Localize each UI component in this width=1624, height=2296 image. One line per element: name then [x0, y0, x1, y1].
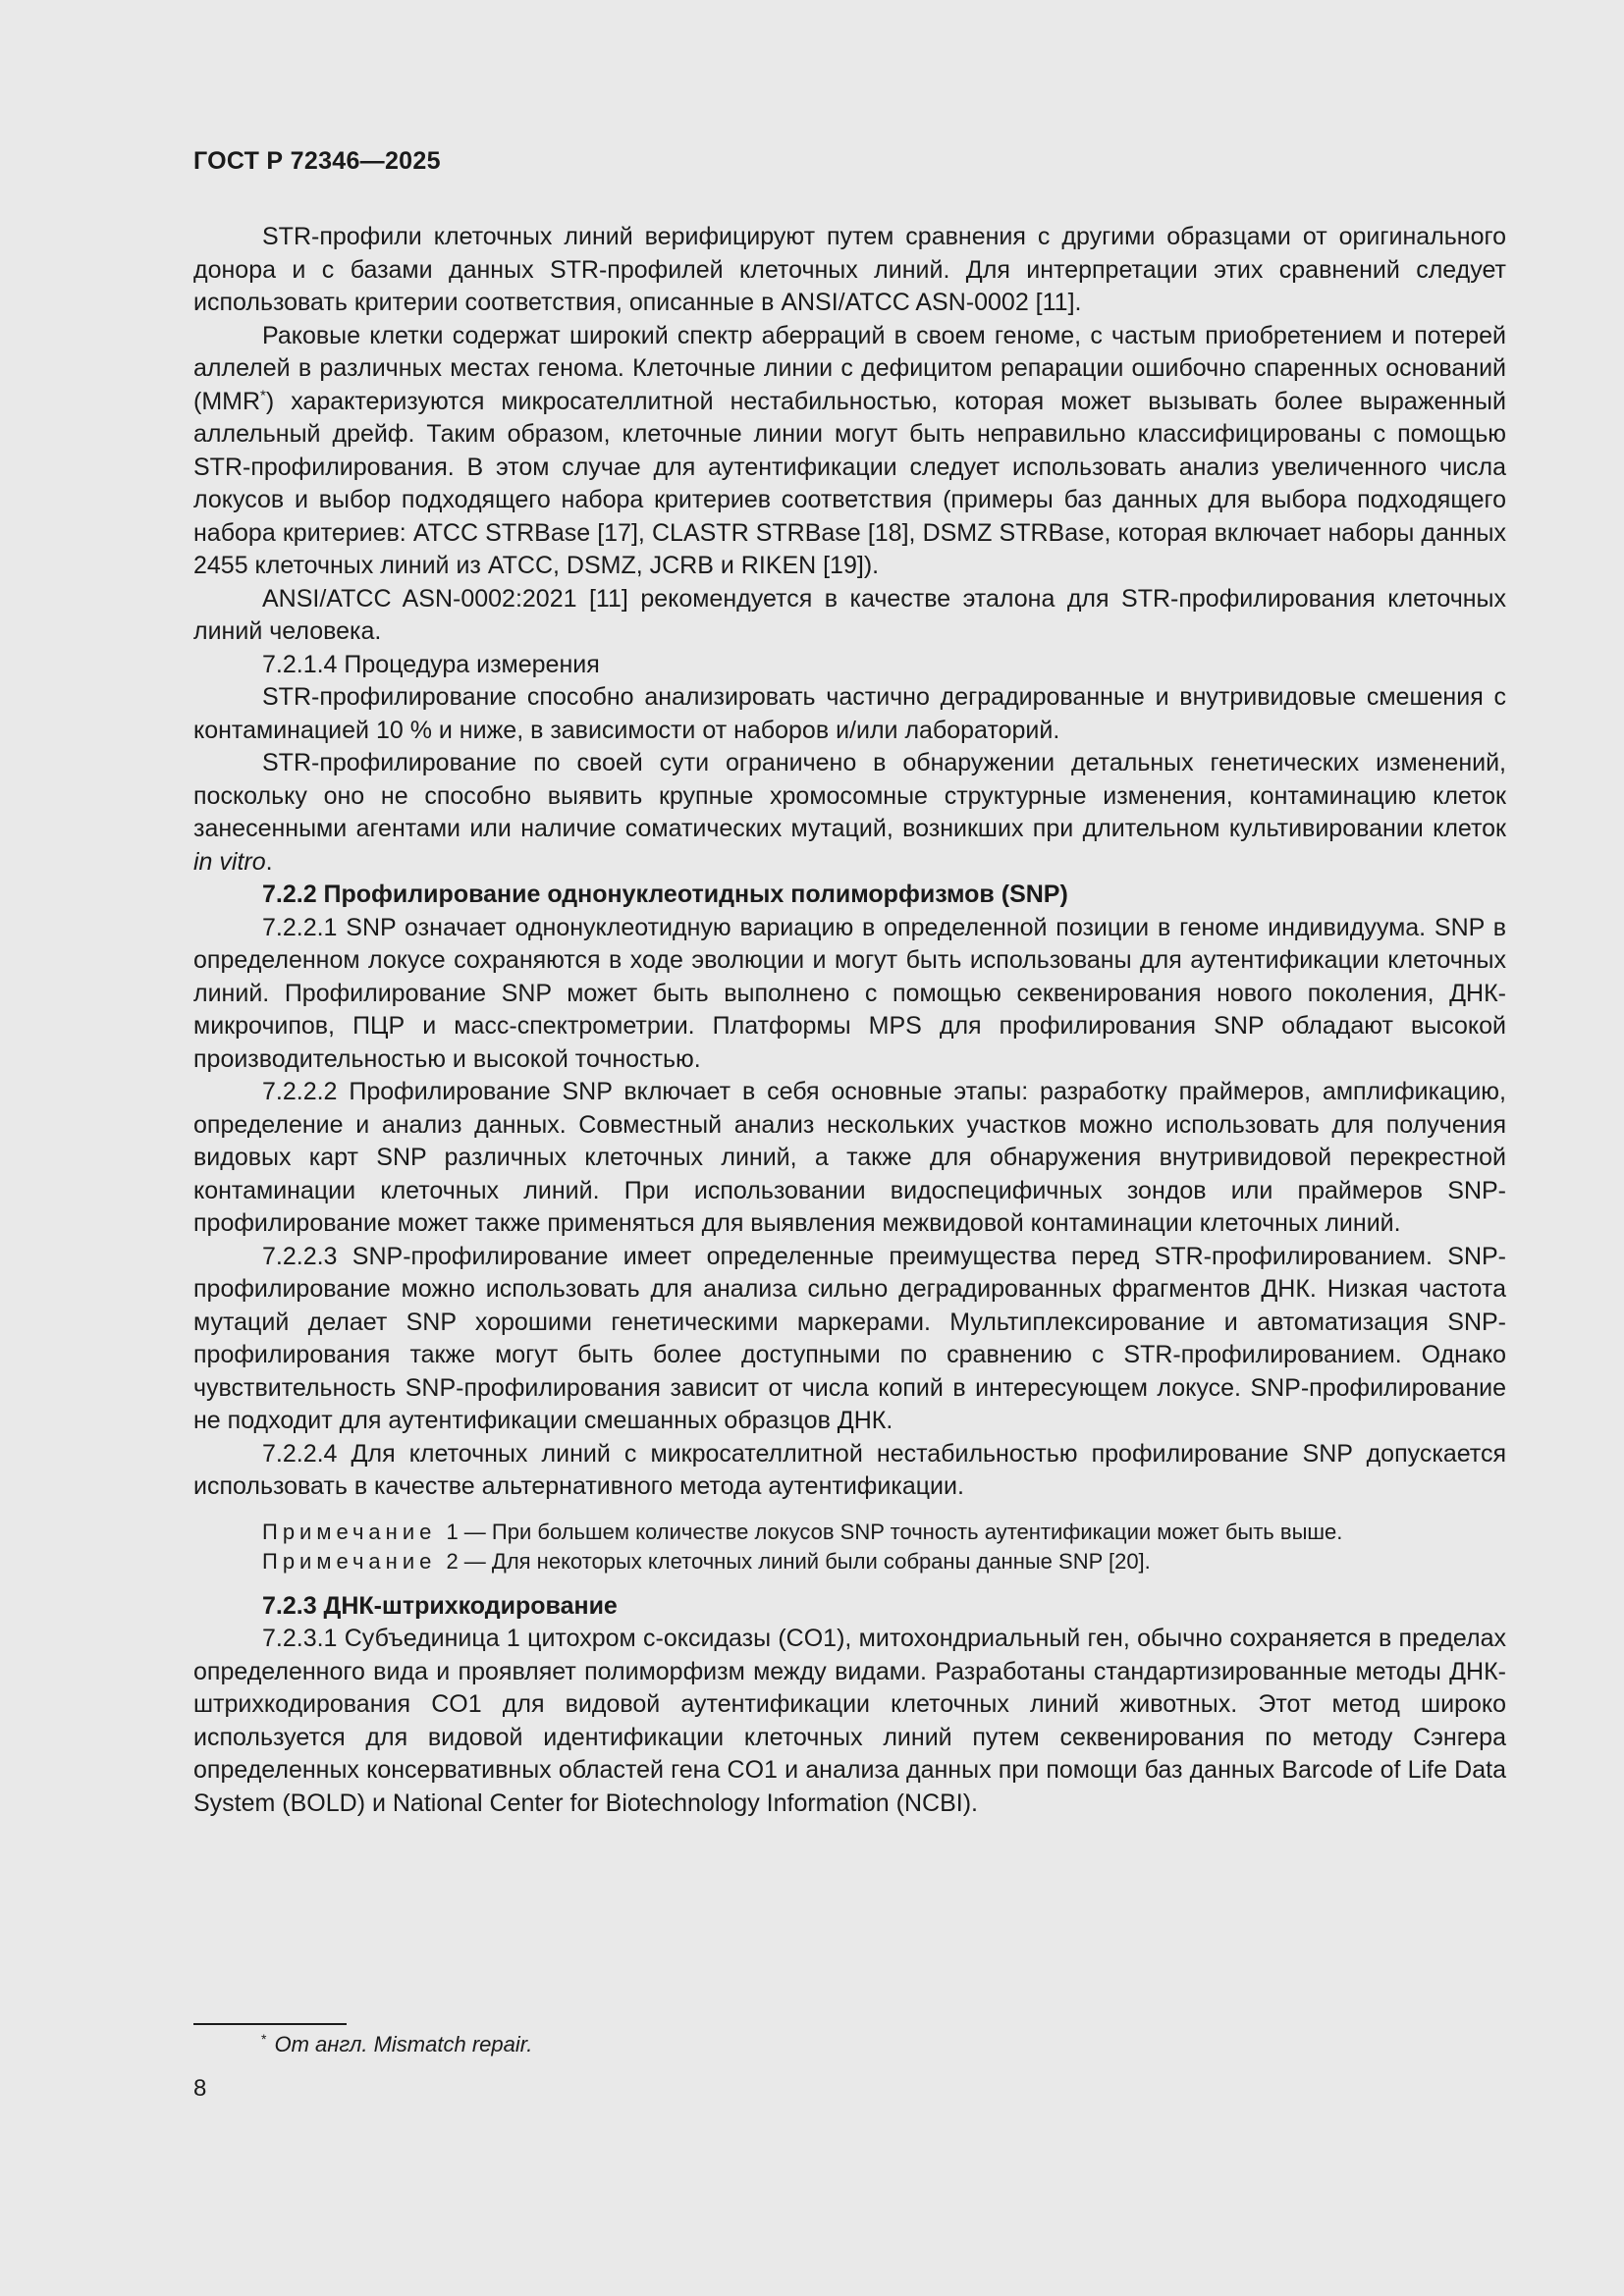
- paragraph-snp-stages: 7.2.2.2 Профилирование SNP включает в себя основные этапы: разработку праймеров, амплификацию, определение и анализ данных. Совместный анализ нескольких участков можно использовать для получения видовых карт SNP различных клеточных линий, а также для обнаружения внутривидовой перекрестной контаминации клеточных линий. При использовании видоспецифичных зондов или праймеров SNP-профилирование может также применяться для выявления межвидовой контаминации клеточных линий.: [193, 1078, 1506, 1237]
- paragraph-str-limitations: [193, 747, 1506, 879]
- paragraph-ansi-reference: ANSI/ATCC ASN-0002:2021 [11] рекомендуется в качестве эталона для STR-профилирования клеточных линий человека.: [193, 584, 1506, 645]
- note-label: Примечание: [262, 1548, 437, 1574]
- note-text: 1 — При большем количестве локусов SNP точность аутентификации может быть выше.: [440, 1519, 1343, 1544]
- footnote-mark: *: [261, 2030, 267, 2047]
- footnote-separator: [193, 2023, 347, 2025]
- paragraph-snp-definition: 7.2.2.1 SNP означает однонуклеотидную вариацию в определенной позиции в геноме индивидуума. SNP в определенном локусе сохраняются в ходе эволюции и могут быть использованы для аутентификации клеточных линий. Профилирование SNP может быть выполнено с помощью секвенирования нового поколения, ДНК-микрочипов, ПЦР и масс-спектрометрии. Платформы MPS для профилирования SNP обладают высокой производительностью и высокой точностью.: [193, 913, 1506, 1073]
- paragraph-str-limitations-text: STR-профилирование по своей сути ограничено в обнаружении детальных генетических изменений, поскольку оно не способно выявить крупные хромосомные структурные изменения, контаминацию клеток занесенными агентами или наличие соматических мутаций, возникших при длительном культивировании клеток: [193, 749, 1506, 842]
- paragraph-dna-barcoding: 7.2.3.1 Субъединица 1 цитохром с-оксидазы (CO1), митохондриальный ген, обычно сохраняется в пределах определенного вида и проявляет полиморфизм между видами. Разработаны стандартизированные методы ДНК-штрихкодирования CO1 для видовой аутентификации клеточных линий животных. Этот метод широко используется для видовой идентификации клеточных линий путем секвенирования по методу Сэнгера определенных консервативных областей гена CO1 и анализа данных при помощи баз данных Barcode of Life Data System (BOLD) и National Center for Biotechnology Information (NCBI).: [193, 1625, 1506, 1817]
- note-label: Примечание: [262, 1519, 437, 1544]
- footnote-text: От англ. Mismatch repair.: [274, 2032, 533, 2056]
- footnote-reference[interactable]: *: [260, 387, 266, 404]
- notes-block: [193, 1518, 1506, 1576]
- document-header: ГОСТ Р 72346—2025: [193, 147, 441, 175]
- paragraph-cancer-cells-part2: ) характеризуются микросателлитной нестабильностью, которая может вызывать более выраженный аллельный дрейф. Таким образом, клеточные линии могут быть неправильно классифицированы с помощью STR-профилирования. В этом случае для аутентификации следует использовать анализ увеличенного числа локусов и выбор подходящего набора критериев соответствия (примеры баз данных для выбора подходящего набора критериев: ATCC STRBase [17], CLASTR STRBase [18], DSMZ STRBase, которая включает наборы данных 2455 клеточных линий из ATCC, DSMZ, JCRB и RIKEN [19]).: [193, 387, 1506, 579]
- in-vitro-term: in vitro: [193, 847, 266, 876]
- subheading-measurement-procedure: 7.2.1.4 Процедура измерения: [262, 650, 600, 678]
- paragraph-str-mixtures: STR-профилирование способно анализировать частично деградированные и внутривидовые смешения с контаминацией 10 % и ниже, в зависимости от наборов и/или лабораторий.: [193, 683, 1506, 744]
- section-heading-dna-barcoding: 7.2.3 ДНК-штрихкодирование: [262, 1591, 618, 1620]
- section-heading-snp: 7.2.2 Профилирование однонуклеотидных полиморфизмов (SNP): [262, 881, 1068, 908]
- paragraph-snp-msi: 7.2.2.4 Для клеточных линий с микросателлитной нестабильностью профилирование SNP допускается использовать в качестве альтернативного метода аутентификации.: [193, 1439, 1506, 1500]
- paragraph-cancer-cells-part1: Раковые клетки содержат широкий спектр аберраций в своем геноме, с частым приобретением и потерей аллелей в различных местах генома. Клеточные линии с дефицитом репарации ошибочно спаренных оснований (MMR: [193, 321, 1506, 415]
- paragraph-str-limitations-end: .: [265, 847, 273, 876]
- paragraph-str-verification: STR-профили клеточных линий верифицируют путем сравнения с другими образцами от оригинального донора и с базами данных STR-профилей клеточных линий. Для интерпретации этих сравнений следует использовать критерии соответствия, описанные в ANSI/ATCC ASN-0002 [11].: [193, 223, 1506, 316]
- note-text: 2 — Для некоторых клеточных линий были собраны данные SNP [20].: [440, 1548, 1151, 1574]
- note-1: [193, 1518, 1506, 1547]
- note-2: [193, 1547, 1506, 1576]
- footnote: [261, 2032, 532, 2057]
- page-number: 8: [193, 2075, 207, 2102]
- paragraph-cancer-cells: [193, 320, 1506, 583]
- paragraph-snp-advantages: 7.2.2.3 SNP-профилирование имеет определенные преимущества перед STR-профилированием. SNP-профилирование можно использовать для анализа сильно деградированных фрагментов ДНК. Низкая частота мутаций делает SNP хорошими генетическими маркерами. Мультиплексирование и автоматизация SNP-профилирования также могут быть более доступными по сравнению с STR-профилированием. Однако чувствительность SNP-профилирования зависит от числа копий в интересующем локусе. SNP-профилирование не подходит для аутентификации смешанных образцов ДНК.: [193, 1242, 1506, 1434]
- body-text: [193, 221, 1506, 1820]
